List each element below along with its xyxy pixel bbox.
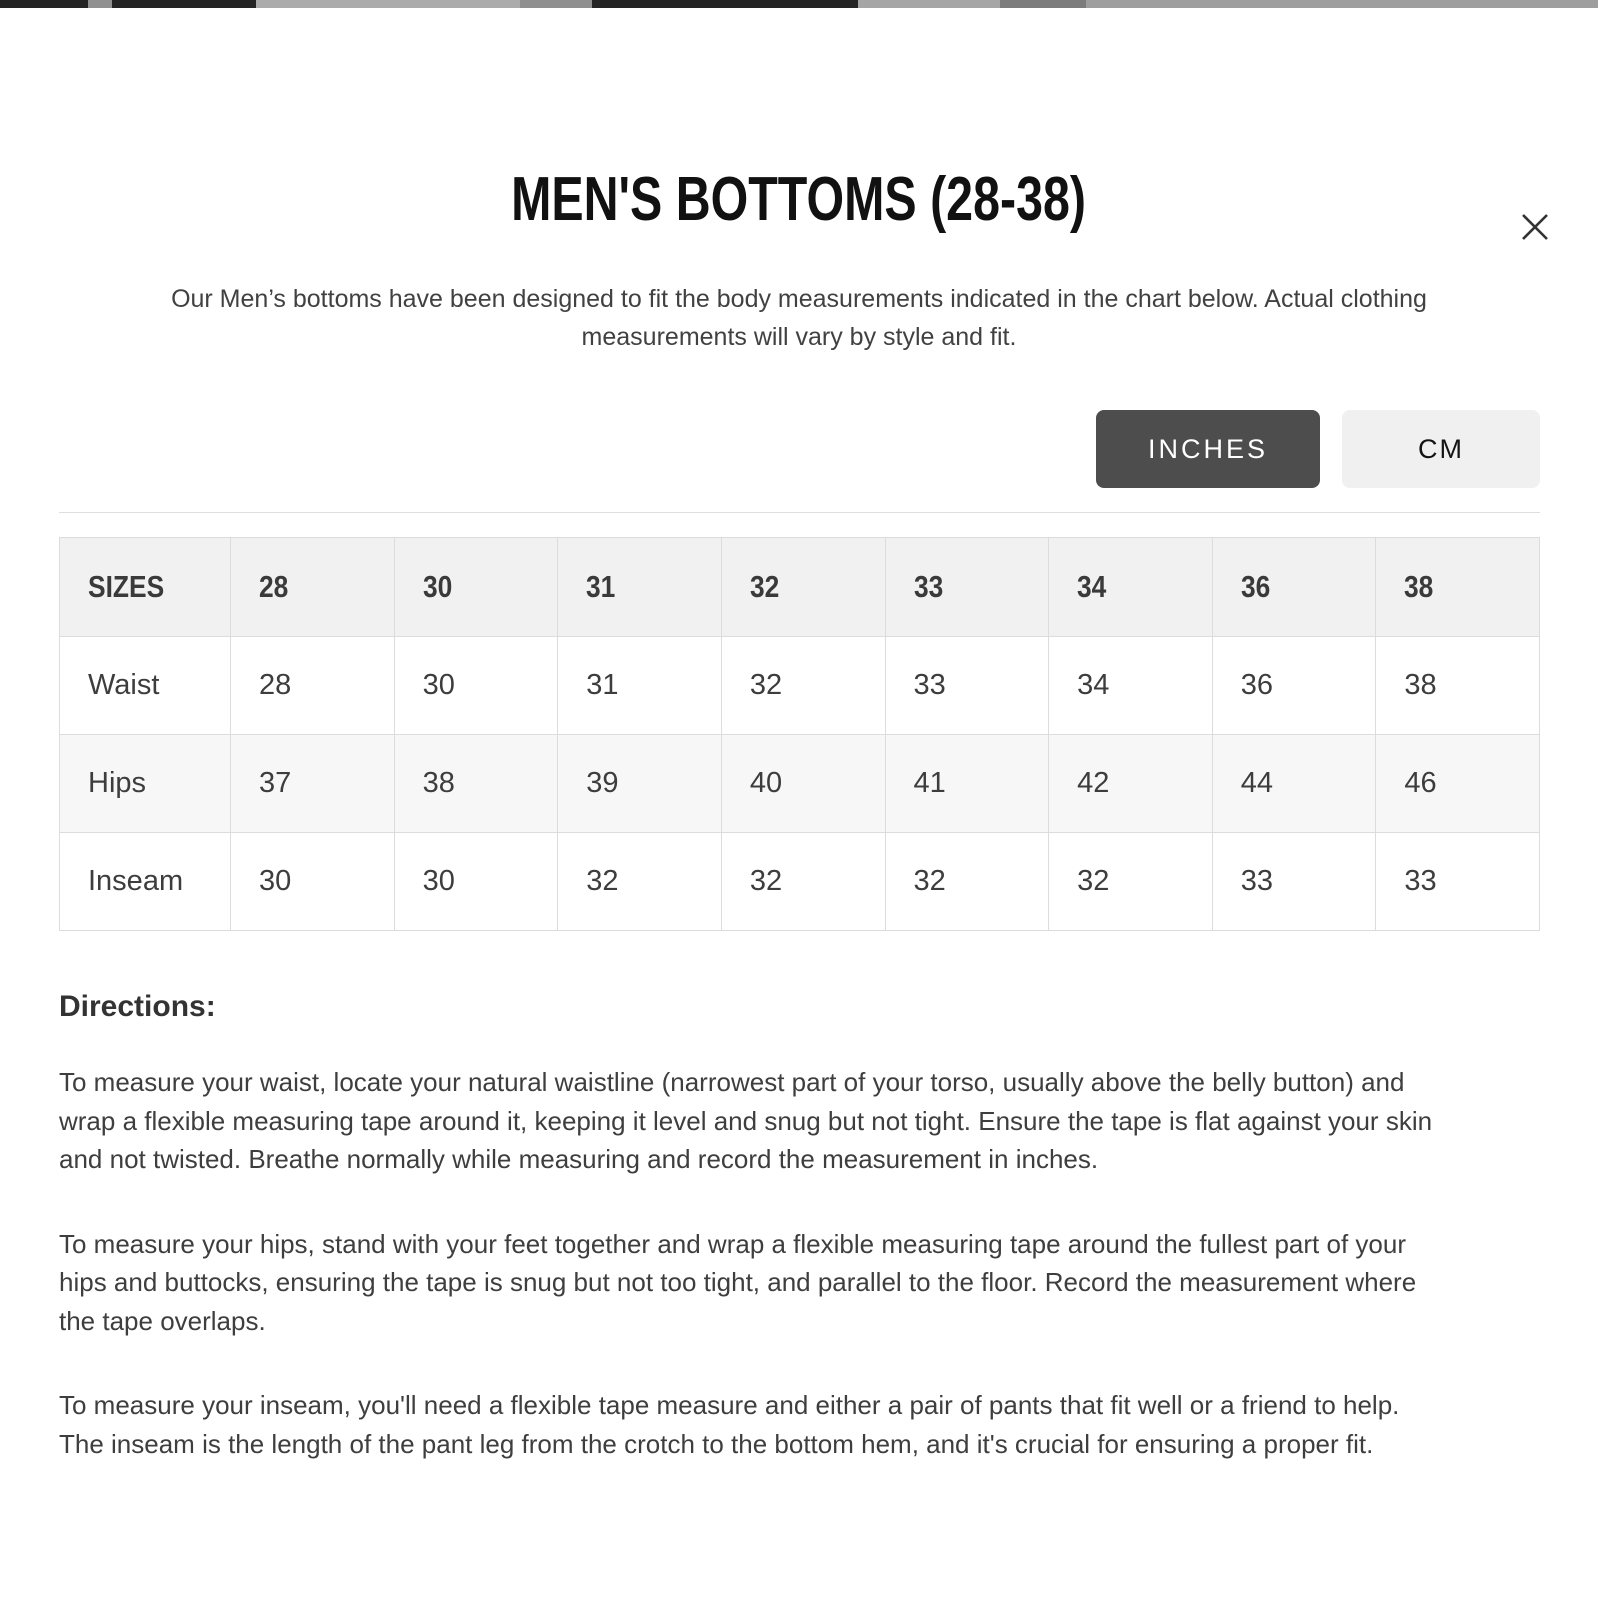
directions-paragraph-hips [59,1225,1540,1341]
directions-paragraph-waist [59,1063,1540,1179]
table-row-hips [60,735,1540,833]
cm-button[interactable]: CM [1342,410,1540,488]
table-row-waist [60,637,1540,735]
table-cell: 39 [558,735,722,833]
row-label: Hips [60,735,231,833]
close-button[interactable] [1514,206,1556,248]
table-cell: 34 [1049,637,1213,735]
header-cell-size: 36 [1212,538,1376,637]
table-row-inseam [60,833,1540,931]
table-cell: 32 [885,833,1049,931]
table-cell: 33 [885,637,1049,735]
header-cell-size: 31 [558,538,722,637]
paragraph-line: To measure your inseam, you'll need a flexible tape measure and either a pair of pants that fit well or a friend to help. [59,1390,1400,1420]
table-cell: 41 [885,735,1049,833]
table-cell: 28 [231,637,395,735]
table-cell: 32 [721,637,885,735]
table-cell: 42 [1049,735,1213,833]
directions-paragraph-inseam [59,1386,1540,1463]
table-cell: 30 [394,637,558,735]
table-cell: 33 [1376,833,1540,931]
paragraph-line: wrap a flexible measuring tape around it, keeping it level and snug but not tight. Ensure the tape is flat against your skin [59,1105,1433,1136]
table-cell: 32 [558,833,722,931]
intro-line: measurements will vary by style and fit. [581,323,1017,351]
table-cell: 38 [394,735,558,833]
header-cell-size: 38 [1376,538,1540,637]
header-cell-size: 28 [231,538,395,637]
size-chart-table [59,537,1540,931]
directions-heading: Directions: [59,990,216,1023]
background-page-strip [0,0,1598,8]
table-cell: 30 [394,833,558,931]
header-cell-sizes: SIZES [60,538,231,637]
table-cell: 36 [1212,637,1376,735]
table-cell: 33 [1212,833,1376,931]
paragraph-line: To measure your hips, stand with your feet together and wrap a flexible measuring tape around the fullest part of your [59,1228,1406,1259]
table-cell: 44 [1212,735,1376,833]
paragraph-line: hips and buttocks, ensuring the tape is snug but not too tight, and parallel to the floor. Record the measurement where [59,1267,1417,1297]
table-cell: 46 [1376,735,1540,833]
close-icon [1520,212,1550,242]
intro-text [0,280,1598,356]
table-cell: 32 [1049,833,1213,931]
header-cell-size: 30 [394,538,558,637]
row-label: Inseam [60,833,231,931]
table-cell: 32 [721,833,885,931]
table-cell: 30 [231,833,395,931]
paragraph-line: the tape overlaps. [59,1305,266,1336]
unit-toggle [0,410,1598,488]
size-guide-modal [0,162,1598,1463]
table-header-row [60,538,1540,637]
divider [59,512,1540,513]
row-label: Waist [60,637,231,735]
intro-line: Our Men’s bottoms have been designed to fit the body measurements indicated in the chart below. Actual clothing [171,285,1427,313]
paragraph-line: and not twisted. Breathe normally while measuring and record the measurement in inches. [59,1144,1099,1174]
header-cell-size: 34 [1049,538,1213,637]
header-cell-size: 32 [721,538,885,637]
paragraph-line: The inseam is the length of the pant leg from the crotch to the bottom hem, and it's crucial for ensuring a proper fit. [59,1428,1374,1459]
table-cell: 38 [1376,637,1540,735]
table-cell: 37 [231,735,395,833]
inches-button[interactable]: INCHES [1096,410,1320,488]
table-cell: 40 [721,735,885,833]
paragraph-line: To measure your waist, locate your natural waistline (narrowest part of your torso, usually above the belly button) and [59,1067,1405,1097]
table-cell: 31 [558,637,722,735]
page-title: MEN'S BOTTOMS (28-38) [511,165,1087,234]
header-cell-size: 33 [885,538,1049,637]
